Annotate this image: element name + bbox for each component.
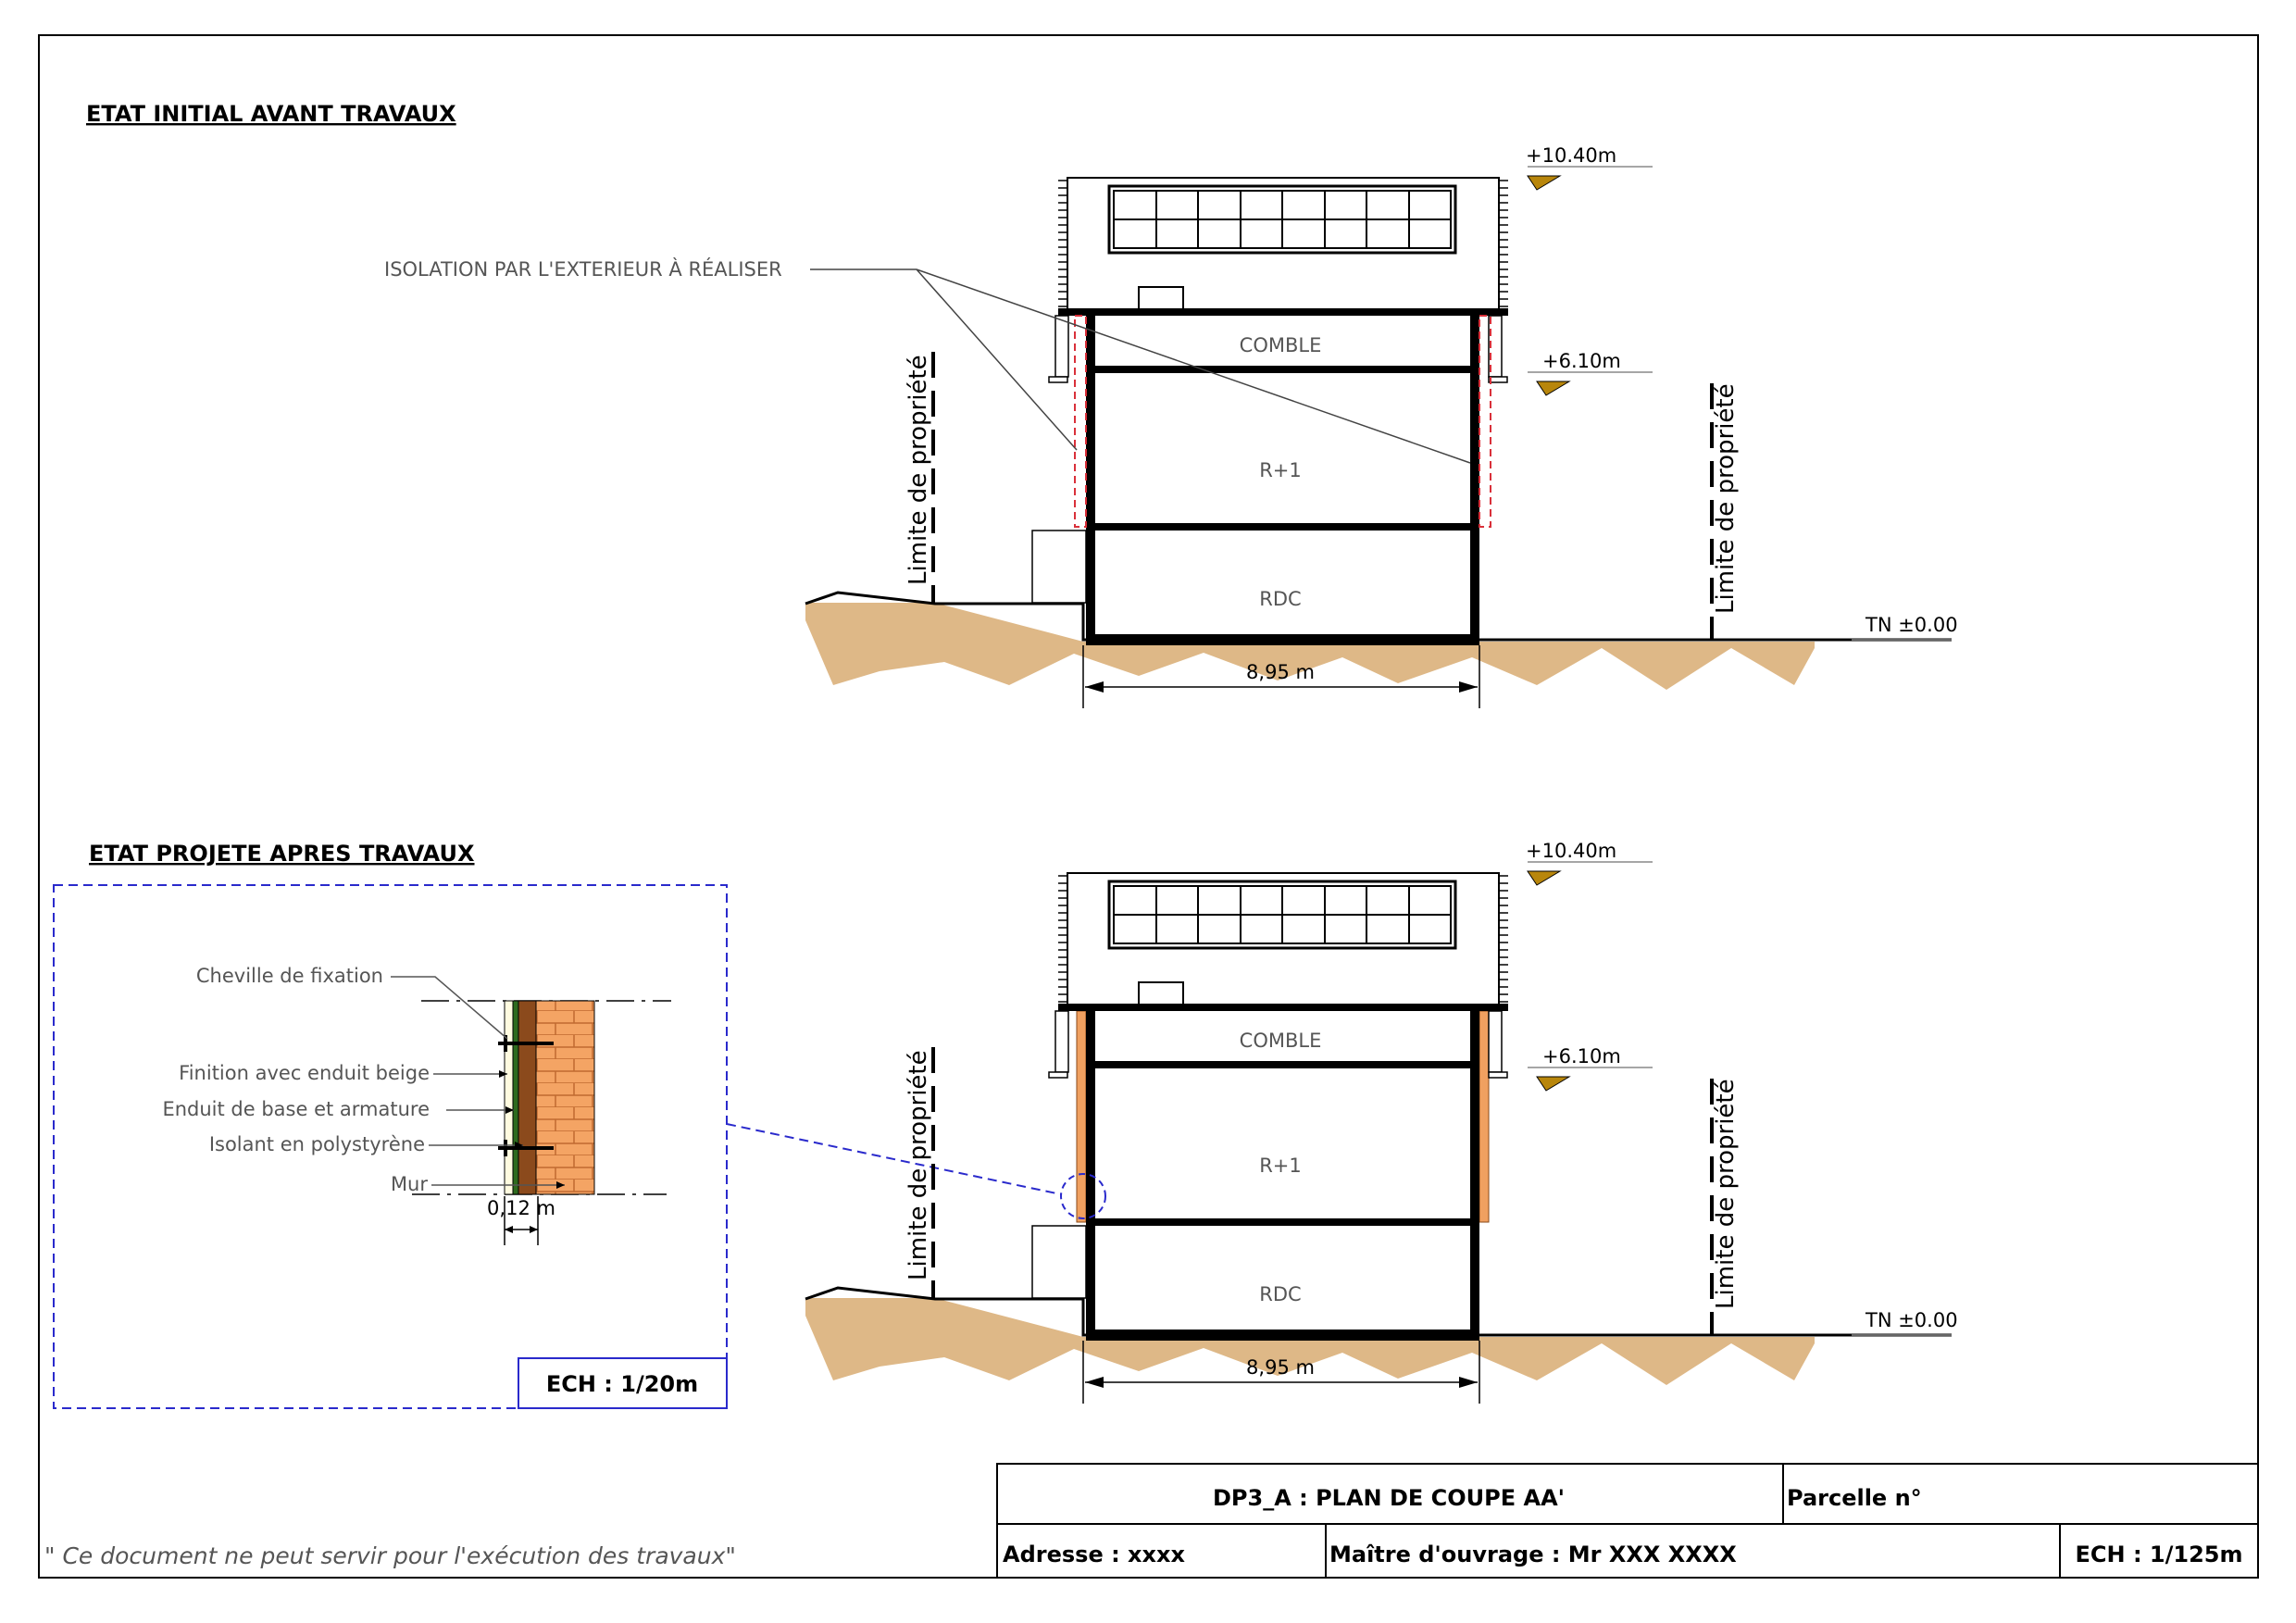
floor-slab-r1 (1086, 523, 1479, 531)
roof-hatch (1139, 287, 1183, 309)
detail-label-wall: Mur (390, 1173, 428, 1195)
property-limit-right-2: Limite de propriété (1712, 1079, 1740, 1309)
title-block-address: Adresse : xxxx (1003, 1542, 1185, 1567)
floor-label-rdc-1: RDC (1259, 588, 1302, 610)
floor-label-comble-1: COMBLE (1239, 334, 1322, 356)
insulation-callout-label: ISOLATION PAR L'EXTERIEUR À RÉALISER (384, 258, 782, 281)
floor-label-comble-2: COMBLE (1239, 1030, 1322, 1052)
floor-label-r1-1: R+1 (1259, 459, 1302, 481)
title-block-owner: Maître d'ouvrage : Mr XXX XXXX (1329, 1542, 1737, 1567)
level-label-ground-2: TN ±0.00 (1866, 1309, 1958, 1331)
section-drawing-initial (805, 167, 1952, 708)
detail-label-peg: Cheville de fixation (195, 965, 383, 987)
title-block-plan-title: DP3_A : PLAN DE COUPE AA' (1212, 1485, 1566, 1511)
floor-slab-base (1086, 634, 1479, 645)
detail-thickness: 0,12 m (487, 1197, 555, 1219)
detail-label-insulant: Isolant en polystyrène (208, 1133, 425, 1155)
floor-slab-comble (1086, 366, 1479, 373)
insulation-fill-left (1077, 1011, 1086, 1222)
insulation-fill-right (1479, 1011, 1489, 1222)
section-title-initial: ETAT INITIAL AVANT TRAVAUX (86, 101, 456, 127)
detail-finish-layer (505, 1001, 513, 1194)
title-block-scale: ECH : 1/125m (2075, 1542, 2243, 1567)
insulation-left (1075, 316, 1086, 527)
detail-label-base: Enduit de base et armature (162, 1098, 430, 1120)
property-limit-left-2: Limite de propriété (905, 1050, 932, 1280)
level-label-top-1: +10.40m (1526, 144, 1617, 167)
annex (1032, 531, 1086, 603)
floor-label-r1-2: R+1 (1259, 1155, 1302, 1177)
floor-slab-top (1058, 308, 1508, 316)
detail-base-layer (513, 1001, 518, 1194)
detail-scale-label: ECH : 1/20m (545, 1371, 699, 1397)
level-label-mid-1: +6.10m (1542, 350, 1621, 372)
level-label-top-2: +10.40m (1526, 840, 1617, 862)
wall-left (1086, 308, 1095, 644)
wall-right (1470, 308, 1479, 644)
title-block-parcel: Parcelle n° (1787, 1485, 1922, 1511)
detail-insulation-layer (518, 1001, 536, 1194)
section-title-projected: ETAT PROJETE APRES TRAVAUX (89, 841, 475, 867)
disclaimer: " Ce document ne peut servir pour l'exécution des travaux" (44, 1542, 736, 1569)
property-limit-right-1: Limite de propriété (1712, 383, 1740, 614)
detail-wall-brick (536, 1001, 594, 1194)
property-limit-left-1: Limite de propriété (905, 355, 932, 585)
width-dimension-2: 8,95 m (1246, 1356, 1315, 1379)
level-label-ground-1: TN ±0.00 (1866, 614, 1958, 636)
floor-label-rdc-2: RDC (1259, 1283, 1302, 1305)
level-label-mid-2: +6.10m (1542, 1045, 1621, 1067)
width-dimension-1: 8,95 m (1246, 661, 1315, 683)
detail-label-finish: Finition avec enduit beige (179, 1062, 430, 1084)
